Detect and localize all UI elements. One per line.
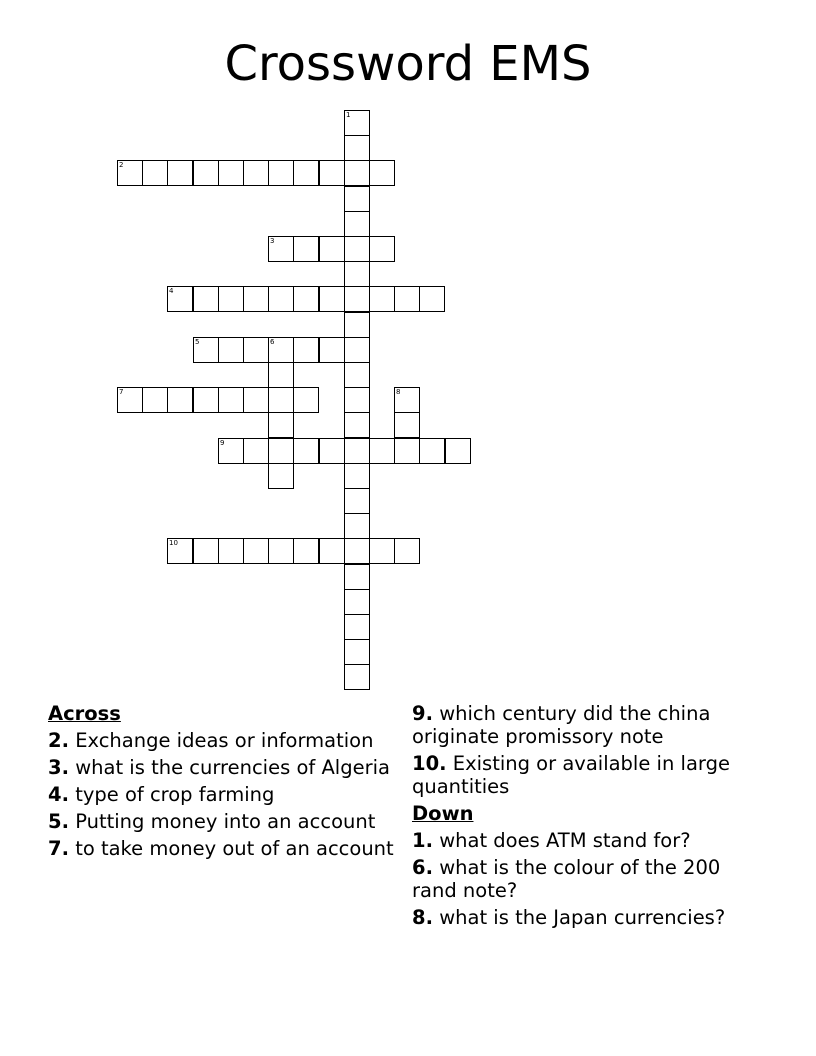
grid-cell[interactable] <box>344 564 370 590</box>
clue-number: 9 <box>220 439 225 447</box>
clues-right-column <box>412 702 762 933</box>
grid-cell[interactable] <box>293 160 319 186</box>
grid-cell[interactable] <box>268 412 294 438</box>
grid-cell[interactable] <box>193 538 219 564</box>
grid-cell[interactable] <box>369 236 395 262</box>
clue-number: 6 <box>270 338 275 346</box>
grid-cell[interactable] <box>344 438 370 464</box>
grid-cell[interactable] <box>193 387 219 413</box>
grid-cell[interactable] <box>218 337 244 363</box>
grid-cell[interactable] <box>369 286 395 312</box>
across-clue-2: 2. Exchange ideas or information <box>48 729 374 752</box>
down-clue-6: 6. what is the colour of the 200 rand note? <box>412 856 721 902</box>
grid-cell[interactable] <box>218 387 244 413</box>
grid-cell[interactable] <box>167 160 193 186</box>
grid-cell[interactable] <box>293 337 319 363</box>
grid-cell[interactable] <box>344 387 370 413</box>
clue-number: 10 <box>169 539 178 547</box>
grid-cell[interactable] <box>394 286 420 312</box>
grid-cell[interactable] <box>419 286 445 312</box>
grid-cell[interactable] <box>344 236 370 262</box>
grid-cell[interactable] <box>344 186 370 212</box>
clue-number: 5 <box>195 338 200 346</box>
grid-cell[interactable] <box>344 614 370 640</box>
grid-cell[interactable] <box>344 135 370 161</box>
clue-number: 8 <box>396 388 401 396</box>
grid-cell[interactable] <box>193 160 219 186</box>
grid-cell[interactable] <box>293 438 319 464</box>
grid-cell[interactable] <box>243 337 269 363</box>
grid-cell[interactable] <box>193 337 219 363</box>
grid-cell[interactable] <box>344 589 370 615</box>
grid-cell[interactable] <box>142 387 168 413</box>
grid-cell[interactable] <box>218 438 244 464</box>
grid-cell[interactable] <box>394 538 420 564</box>
grid-cell[interactable] <box>344 463 370 489</box>
grid-cell[interactable] <box>293 236 319 262</box>
grid-cell[interactable] <box>369 538 395 564</box>
page-title: Crossword EMS <box>224 36 592 92</box>
grid-cell[interactable] <box>369 438 395 464</box>
grid-cell[interactable] <box>268 362 294 388</box>
grid-cell[interactable] <box>193 286 219 312</box>
grid-cell[interactable] <box>117 387 143 413</box>
grid-cell[interactable] <box>344 639 370 665</box>
grid-cell[interactable] <box>142 160 168 186</box>
grid-cell[interactable] <box>445 438 471 464</box>
grid-cell[interactable] <box>268 438 294 464</box>
grid-cell[interactable] <box>243 438 269 464</box>
grid-cell[interactable] <box>243 387 269 413</box>
grid-cell[interactable] <box>344 286 370 312</box>
grid-cell[interactable] <box>344 488 370 514</box>
grid-cell[interactable] <box>344 160 370 186</box>
across-clue-10: 10. Existing or available in large quantities <box>412 752 730 798</box>
grid-cell[interactable] <box>319 236 345 262</box>
grid-cell[interactable] <box>268 463 294 489</box>
grid-cell[interactable] <box>344 312 370 338</box>
down-clue-1: 1. what does ATM stand for? <box>412 829 691 852</box>
grid-cell[interactable] <box>293 538 319 564</box>
clue-number: 4 <box>169 287 174 295</box>
grid-cell[interactable] <box>394 412 420 438</box>
across-heading: Across <box>48 702 121 725</box>
grid-cell[interactable] <box>167 286 193 312</box>
grid-cell[interactable] <box>268 160 294 186</box>
grid-cell[interactable] <box>319 286 345 312</box>
grid-cell[interactable] <box>117 160 143 186</box>
grid-cell[interactable] <box>218 160 244 186</box>
grid-cell[interactable] <box>419 438 445 464</box>
grid-cell[interactable] <box>394 438 420 464</box>
grid-cell[interactable] <box>268 387 294 413</box>
grid-cell[interactable] <box>344 664 370 690</box>
grid-cell[interactable] <box>344 538 370 564</box>
grid-cell[interactable] <box>344 110 370 136</box>
grid-cell[interactable] <box>268 236 294 262</box>
grid-cell[interactable] <box>167 387 193 413</box>
across-clue-9: 9. which century did the china originate promissory note <box>412 702 711 748</box>
clue-number: 1 <box>346 111 351 119</box>
down-heading: Down <box>412 802 474 825</box>
grid-cell[interactable] <box>293 387 319 413</box>
clue-number: 7 <box>119 388 124 396</box>
grid-cell[interactable] <box>167 538 193 564</box>
across-clue-3: 3. what is the currencies of Algeria <box>48 756 390 779</box>
grid-cell[interactable] <box>319 160 345 186</box>
clues-left-column <box>48 702 398 864</box>
grid-cell[interactable] <box>319 337 345 363</box>
grid-cell[interactable] <box>268 538 294 564</box>
across-clue-4: 4. type of crop farming <box>48 783 275 806</box>
grid-cell[interactable] <box>344 513 370 539</box>
grid-cell[interactable] <box>319 538 345 564</box>
across-clue-7: 7. to take money out of an account <box>48 837 394 860</box>
grid-cell[interactable] <box>344 211 370 237</box>
grid-cell[interactable] <box>243 538 269 564</box>
clue-number: 2 <box>119 161 124 169</box>
grid-cell[interactable] <box>394 387 420 413</box>
grid-cell[interactable] <box>293 286 319 312</box>
grid-cell[interactable] <box>268 337 294 363</box>
down-clue-8: 8. what is the Japan currencies? <box>412 906 726 929</box>
across-clue-5: 5. Putting money into an account <box>48 810 376 833</box>
grid-cell[interactable] <box>268 286 294 312</box>
grid-cell[interactable] <box>344 261 370 287</box>
grid-cell[interactable] <box>344 337 370 363</box>
grid-cell[interactable] <box>319 438 345 464</box>
grid-cell[interactable] <box>344 362 370 388</box>
grid-cell[interactable] <box>369 160 395 186</box>
grid-cell[interactable] <box>218 286 244 312</box>
grid-cell[interactable] <box>243 160 269 186</box>
grid-cell[interactable] <box>344 412 370 438</box>
clue-number: 3 <box>270 237 275 245</box>
grid-cell[interactable] <box>218 538 244 564</box>
grid-cell[interactable] <box>243 286 269 312</box>
